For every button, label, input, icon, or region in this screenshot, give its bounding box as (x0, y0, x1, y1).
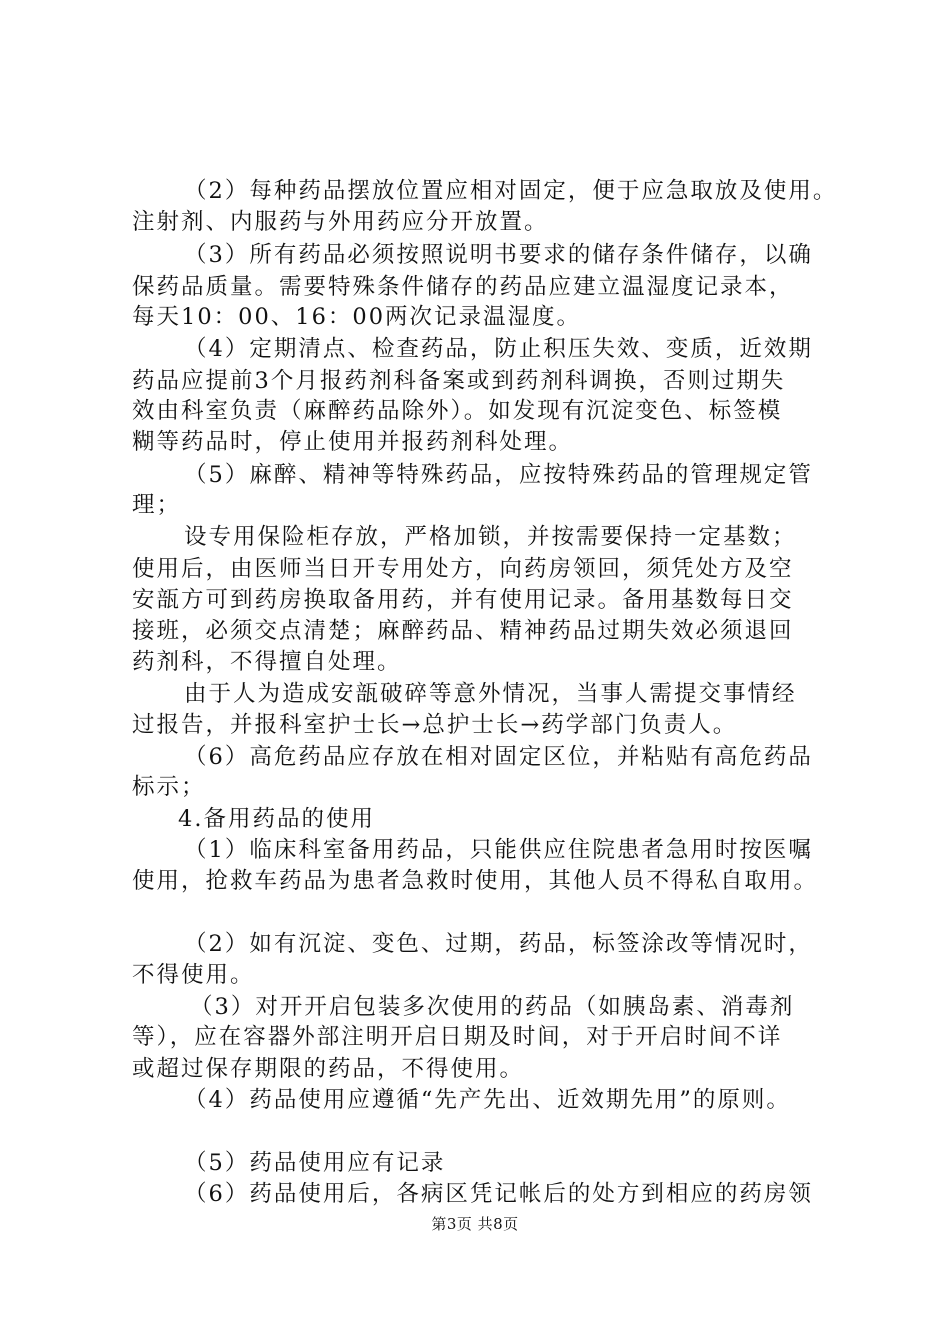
text-line: 等），应在容器外部注明开启日期及时间，对于开启时间不详 (132, 1024, 783, 1050)
text-line: （4）定期清点、检查药品，防止积压失效、变质，近效期 (184, 336, 813, 362)
text-line: 糊等药品时，停止使用并报药剂科处理。 (132, 429, 574, 455)
text-line: （5）麻醉、精神等特殊药品，应按特殊药品的管理规定管 (184, 462, 813, 488)
text-line: 过报告，并报科室护士长→总护士长→药学部门负责人。 (132, 712, 738, 738)
text-line: （2）如有沉淀、变色、过期，药品，标签涂改等情况时， (184, 931, 813, 957)
text-line: 安瓿方可到药房换取备用药，并有使用记录。备用基数每日交 (132, 587, 794, 613)
text-line: （6）药品使用后，各病区凭记帐后的处方到相应的药房领 (184, 1181, 813, 1207)
text-line: （1）临床科室备用药品，只能供应住院患者急用时按医嘱 (184, 837, 813, 863)
text-line: 接班，必须交点清楚；麻醉药品、精神药品过期失效必须退回 (132, 618, 794, 644)
text-line: 不得使用。 (132, 962, 255, 988)
text-line: （4）药品使用应遵循“先产先出、近效期先用”的原则。 (184, 1087, 791, 1113)
text-line: 设专用保险柜存放，严格加锁，并按需要保持一定基数； (184, 524, 797, 550)
text-line: （5）药品使用应有记录 (184, 1150, 446, 1176)
text-line: 标示； (132, 774, 206, 800)
text-line: 理； (132, 492, 182, 518)
text-line: （3）所有药品必须按照说明书要求的储存条件储存，以确 (184, 242, 813, 268)
text-line: 注射剂、内服药与外用药应分开放置。 (132, 209, 549, 235)
text-line: 使用，抢救车药品为患者急救时使用，其他人员不得私自取用。 (132, 868, 819, 894)
text-line: 使用后，由医师当日开专用处方，向药房领回，须凭处方及空 (132, 556, 794, 582)
text-line: 每天10：00、16：00两次记录温湿度。 (132, 304, 582, 330)
page-footer: 第3页 共8页 (431, 1215, 519, 1233)
text-line: 保药品质量。需要特殊条件储存的药品应建立温湿度记录本， (132, 274, 794, 300)
text-line: （6）高危药品应存放在相对固定区位，并粘贴有高危药品 (184, 744, 813, 770)
text-line: 或超过保存期限的药品，不得使用。 (132, 1056, 525, 1082)
text-line: （3）对开开启包装多次使用的药品（如胰岛素、消毒剂 (190, 994, 795, 1020)
text-line: 效由科室负责（麻醉药品除外）。如发现有沉淀变色、标签模 (132, 398, 783, 424)
text-line: 由于人为造成安瓿破碎等意外情况，当事人需提交事情经 (184, 681, 797, 707)
text-line: 药剂科，不得擅自处理。 (132, 649, 402, 675)
text-line: 药品应提前3个月报药剂科备案或到药剂科调换，否则过期失 (132, 368, 786, 394)
section-heading: 4.备用药品的使用 (178, 806, 375, 832)
text-line: （2）每种药品摆放位置应相对固定，便于应急取放及使用。 (184, 178, 838, 204)
